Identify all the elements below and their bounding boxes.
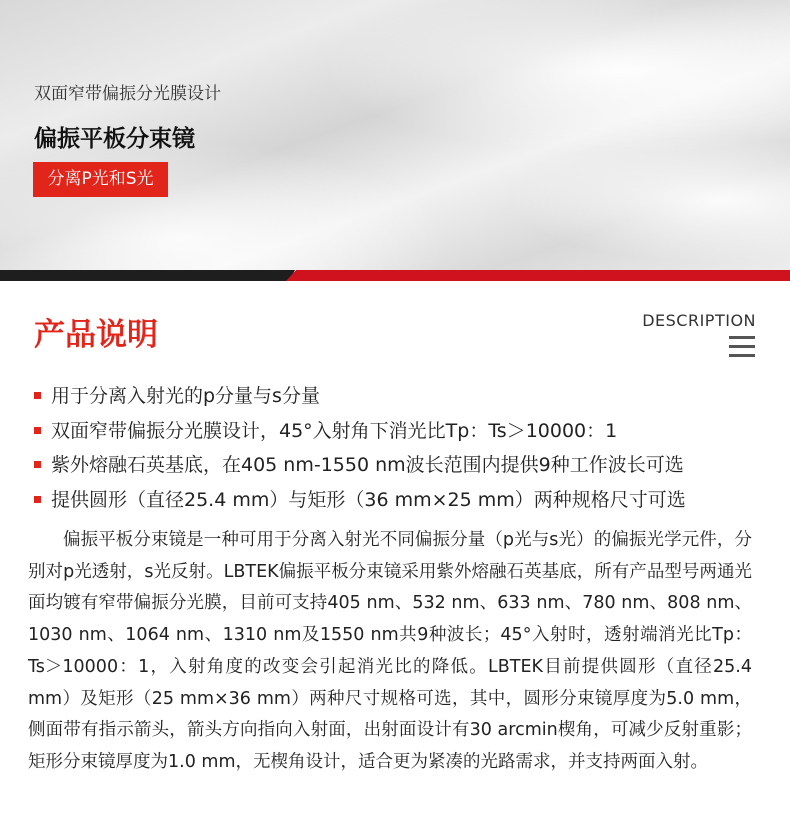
- bullet-square-icon: [34, 496, 41, 503]
- feature-text: 紫外熔融石英基底，在405 nm-1550 nm波长范围内提供9种工作波长可选: [51, 454, 684, 476]
- menu-line: [729, 345, 755, 348]
- hero-banner: [0, 0, 790, 272]
- hero-subtitle: 双面窄带偏振分光膜设计: [34, 84, 221, 104]
- hero-title: 偏振平板分束镜: [34, 126, 195, 152]
- menu-line: [729, 354, 755, 357]
- feature-item: [34, 484, 686, 519]
- feature-list: [34, 380, 686, 518]
- bullet-square-icon: [34, 392, 41, 399]
- bullet-square-icon: [34, 461, 41, 468]
- divider-stripe-dark: [0, 270, 295, 281]
- feature-item: [34, 380, 686, 415]
- section-title: 产品说明: [34, 317, 158, 353]
- feature-text: 提供圆形（直径25.4 mm）与矩形（36 mm×25 mm）两种规格尺寸可选: [51, 488, 686, 511]
- hero-tag: 分离P光和S光: [33, 162, 168, 197]
- feature-item: [34, 449, 686, 484]
- feature-text: 用于分离入射光的p分量与s分量: [51, 385, 320, 407]
- divider-stripe-red: [286, 270, 790, 281]
- feature-item: [34, 415, 686, 450]
- description-label: DESCRIPTION: [642, 311, 756, 330]
- hamburger-menu-icon[interactable]: [729, 336, 755, 358]
- description-paragraph: 偏振平板分束镜是一种可用于分离入射光不同偏振分量（p光与s光）的偏振光学元件，分别对p光透射，s光反射。LBTEK偏振平板分束镜采用紫外熔融石英基底，所有产品型号两通光面均镀有窄带偏振分光膜，目前可支持405 nm、532 nm、633 nm、780 nm、808 nm、1030 nm、1064 nm、1310 nm及1550 nm共9种波长；45°入射时，透射端消光比Tp：Ts＞10000：1，入射角度的改变会引起消光比的降低。LBTEK目前提供圆形（直径25.4 mm）及矩形（25 mm×36 mm）两种尺寸规格可选，其中，圆形分束镜厚度为5.0 mm，侧面带有指示箭头，箭头方向指向入射面，出射面设计有30 arcmin楔角，可减少反射重影；矩形分束镜厚度为1.0 mm，无楔角设计，适合更为紧凑的光路需求，并支持两面入射。: [28, 530, 752, 772]
- bullet-square-icon: [34, 427, 41, 434]
- menu-line: [729, 336, 755, 339]
- feature-text: 双面窄带偏振分光膜设计，45°入射角下消光比Tp：Ts＞10000：1: [51, 419, 618, 442]
